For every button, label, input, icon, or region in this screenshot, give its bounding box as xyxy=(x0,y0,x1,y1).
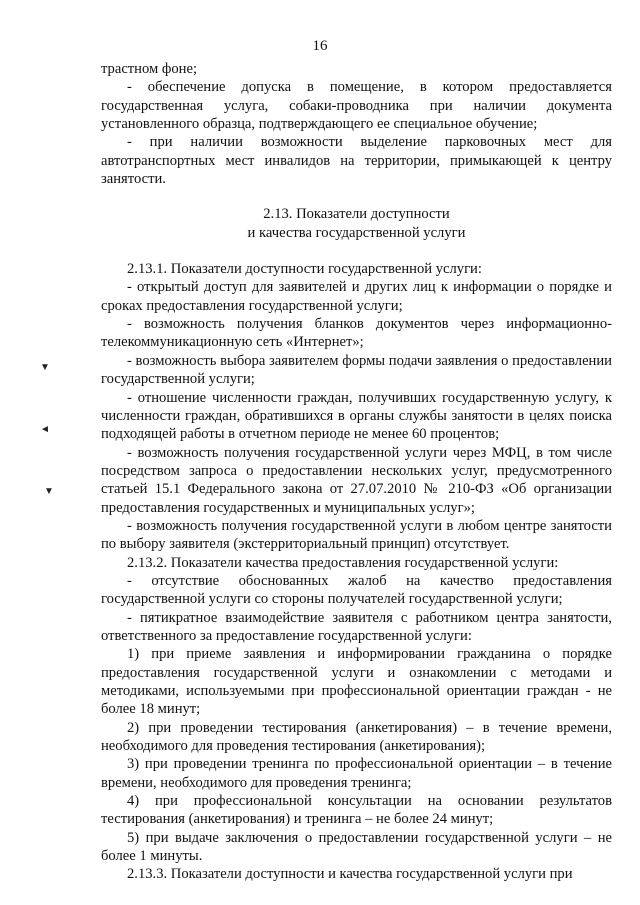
paragraph: 2.13.2. Показатели качества предоставления государственной услуги: xyxy=(127,554,559,571)
section-heading-line-1: 2.13. Показатели доступности xyxy=(263,206,450,223)
paragraph: - обеспечение допуска в помещение, в котором предоставляется государственная услуга, собаки-проводника при наличии документа установленного образца, подтверждающего ее специальное обучение; xyxy=(101,79,612,133)
paragraph: - возможность выбора заявителем формы подачи заявления о предоставлении государственной услуги; xyxy=(101,352,612,388)
paragraph: 2) при проведении тестирования (анкетирования) – в течение времени, необходимого для проведения тестирования (анкетирования); xyxy=(101,719,612,755)
paragraph: 2.13.1. Показатели доступности государственной услуги: xyxy=(127,261,482,278)
paragraphs-top xyxy=(101,60,612,188)
section-heading-line-2: и качества государственной услуги xyxy=(247,224,466,241)
paragraph: трастном фоне; xyxy=(101,61,197,77)
paragraph: - возможность получения государственной услуги в любом центре занятости по выбору заявителя (экстерриториальный принцип) отсутствует. xyxy=(101,517,612,553)
section-heading xyxy=(101,205,612,242)
margin-mark-icon: ▼ xyxy=(40,362,50,373)
paragraph: - открытый доступ для заявителей и других лиц к информации о порядке и сроках предоставления государственной услуги; xyxy=(101,279,612,314)
paragraph: 4) при профессиональной консультации на основании результатов тестирования (анкетирования) и тренинга – не более 24 минут; xyxy=(101,793,612,828)
paragraph: - возможность получения бланков документов через информационно-телекоммуникационную сеть «Интернет»; xyxy=(101,316,612,351)
paragraph: - пятикратное взаимодействие заявителя с работником центра занятости, ответственного за предоставление государственной услуги: xyxy=(101,609,612,644)
paragraph: - при наличии возможности выделение парковочных мест для автотранспортных мест инвалидов на территории, примыкающей к центру занятости. xyxy=(101,134,612,188)
paragraph: 1) при приеме заявления и информировании гражданина о порядке предоставления государственной услуги и ознакомлении с методами и методиками, используемыми при профессиональной ориентации граждан - не более 18 минут; xyxy=(101,646,612,718)
document-body xyxy=(101,60,612,884)
page-number: 16 xyxy=(312,38,328,54)
paragraph: 3) при проведении тренинга по профессиональной ориентации – в течение времени, необходимого для проведения тренинга; xyxy=(101,756,612,791)
paragraph: 5) при выдаче заключения о предоставлении государственной услуги – не более 1 минуты. xyxy=(101,829,612,865)
paragraphs-bottom xyxy=(101,260,612,884)
paragraph: - отсутствие обоснованных жалоб на качество предоставления государственной услуги со стороны получателей государственной услуги; xyxy=(101,572,612,608)
paragraph: 2.13.3. Показатели доступности и качества государственной услуги при xyxy=(127,866,573,883)
paragraph: - возможность получения государственной услуги через МФЦ, в том числе посредством запроса о предоставлении нескольких услуг, предусмотренного статьей 15.1 Федерального закона от 27.07.2010 № 210-ФЗ «Об организации предоставления государственных и муниципальных услуг»; xyxy=(101,444,612,516)
margin-mark-icon: ◄ xyxy=(40,424,50,435)
paragraph: - отношение численности граждан, получивших государственную услугу, к численности граждан, обратившихся в органы службы занятости в целях поиска подходящей работы в отчетном периоде не менее 60 процентов; xyxy=(101,389,612,443)
margin-mark-icon: ▼ xyxy=(44,486,54,497)
